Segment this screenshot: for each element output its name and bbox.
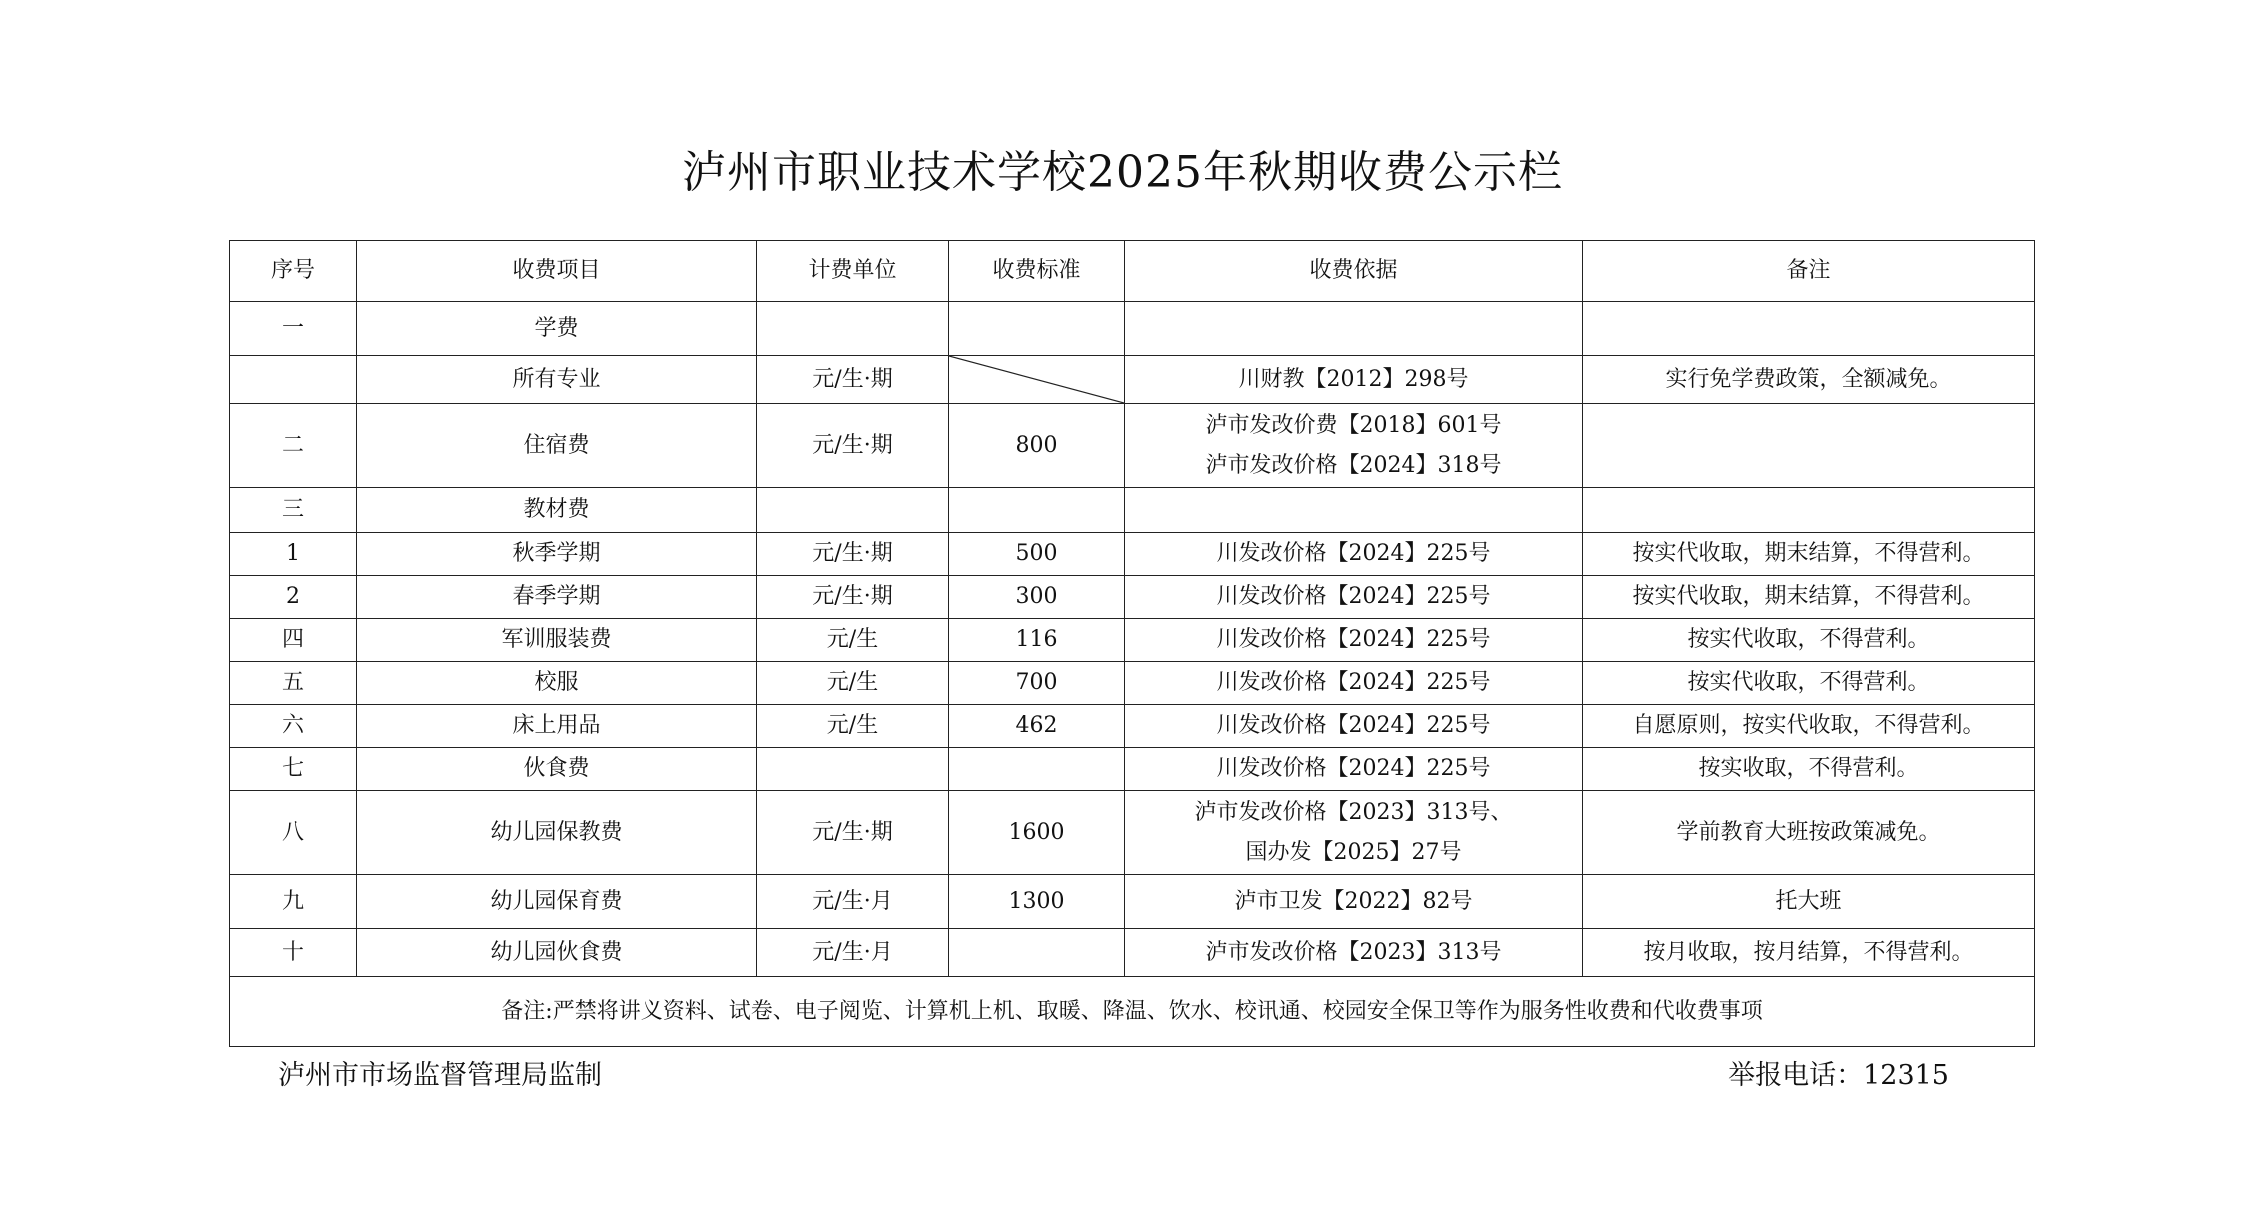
diagonal-slash [949,356,1124,403]
row-basis [1125,356,1583,404]
row-unit: 元/生·月 [757,929,949,977]
row-no: 八 [230,791,357,875]
row-standard: 1300 [949,875,1125,929]
row-standard: 800 [949,404,1125,488]
basis-line: 国办发【2025】27号 [1245,839,1462,865]
row-unit: 元/生·期 [757,404,949,488]
row-item: 床上用品 [357,705,757,748]
row-item: 幼儿园保育费 [357,875,757,929]
header-no: 序号 [230,241,357,302]
basis-line: 泸市卫发【2022】82号 [1234,888,1473,914]
row-item: 春季学期 [357,576,757,619]
row-basis [1125,748,1583,791]
table-row [230,875,2035,929]
row-unit: 元/生·月 [757,875,949,929]
row-standard: 500 [949,533,1125,576]
row-remark: 按实代收取，不得营利。 [1583,662,2035,705]
fee-table [229,240,2035,1047]
row-no: 四 [230,619,357,662]
row-item: 教材费 [357,488,757,533]
row-unit: 元/生 [757,619,949,662]
basis-line: 泸市发改价格【2023】313号、 [1194,799,1513,825]
row-remark: 实行免学费政策，全额减免。 [1583,356,2035,404]
note-text: 备注:严禁将讲义资料、试卷、电子阅览、计算机上机、取暖、降温、饮水、校讯通、校园安全保卫等作为服务性收费和代收费事项 [230,977,2035,1047]
row-remark: 按实代收取，不得营利。 [1583,619,2035,662]
row-unit: 元/生·期 [757,533,949,576]
basis-line: 川发改价格【2024】225号 [1216,713,1491,738]
table-header-row [230,241,2035,302]
row-basis [1125,791,1583,875]
header-standard: 收费标准 [949,241,1125,302]
row-item: 所有专业 [357,356,757,404]
row-unit: 元/生·期 [757,791,949,875]
row-basis [1125,619,1583,662]
row-standard [949,488,1125,533]
table-row [230,404,2035,488]
basis-line: 川发改价格【2024】225号 [1216,670,1491,695]
row-no [230,356,357,404]
row-unit [757,488,949,533]
row-unit: 元/生·期 [757,576,949,619]
row-no: 九 [230,875,357,929]
header-basis: 收费依据 [1125,241,1583,302]
row-no: 1 [230,533,357,576]
row-no: 三 [230,488,357,533]
row-standard: 116 [949,619,1125,662]
row-unit: 元/生·期 [757,356,949,404]
table-row [230,748,2035,791]
row-remark: 按实代收取，期末结算，不得营利。 [1583,576,2035,619]
basis-line: 泸市发改价格【2024】318号 [1205,452,1502,478]
row-remark: 学前教育大班按政策减免。 [1583,791,2035,875]
table-row [230,533,2035,576]
row-remark: 自愿原则，按实代收取，不得营利。 [1583,705,2035,748]
row-basis [1125,302,1583,356]
row-basis [1125,662,1583,705]
row-item: 幼儿园保教费 [357,791,757,875]
row-no: 2 [230,576,357,619]
row-unit [757,302,949,356]
row-basis [1125,488,1583,533]
table-row [230,619,2035,662]
row-standard [949,748,1125,791]
basis-line: 泸市发改价格【2023】313号 [1205,939,1502,965]
row-item: 校服 [357,662,757,705]
table-row [230,356,2035,404]
row-item: 幼儿园伙食费 [357,929,757,977]
row-unit: 元/生 [757,662,949,705]
row-no: 五 [230,662,357,705]
row-remark [1583,302,2035,356]
table-row [230,929,2035,977]
row-unit [757,748,949,791]
supervisor-text: 泸州市市场监督管理局监制 [278,1060,602,1091]
row-standard: 700 [949,662,1125,705]
row-item: 军训服装费 [357,619,757,662]
table-row [230,488,2035,533]
row-item: 秋季学期 [357,533,757,576]
row-item: 学费 [357,302,757,356]
row-unit: 元/生 [757,705,949,748]
basis-line: 川发改价格【2024】225号 [1216,627,1491,652]
row-no: 十 [230,929,357,977]
row-basis [1125,705,1583,748]
row-basis [1125,875,1583,929]
basis-line: 川财教【2012】298号 [1238,366,1469,392]
note-row [230,977,2035,1047]
row-basis [1125,576,1583,619]
table-row [230,662,2035,705]
header-item: 收费项目 [357,241,757,302]
row-remark [1583,488,2035,533]
row-standard: 300 [949,576,1125,619]
row-remark: 按实收取，不得营利。 [1583,748,2035,791]
row-no: 二 [230,404,357,488]
row-standard [949,356,1125,404]
page-title: 泸州市职业技术学校2025年秋期收费公示栏 [682,147,1563,198]
row-basis [1125,929,1583,977]
basis-line: 川发改价格【2024】225号 [1216,584,1491,609]
basis-line: 川发改价格【2024】225号 [1216,541,1491,566]
row-remark [1583,404,2035,488]
row-standard: 1600 [949,791,1125,875]
row-basis [1125,404,1583,488]
row-remark: 托大班 [1583,875,2035,929]
table-row [230,705,2035,748]
row-item: 伙食费 [357,748,757,791]
table-row [230,302,2035,356]
row-standard [949,929,1125,977]
row-no: 六 [230,705,357,748]
row-standard [949,302,1125,356]
table-row [230,576,2035,619]
row-remark: 按月收取，按月结算，不得营利。 [1583,929,2035,977]
hotline-text: 举报电话：12315 [1728,1060,1949,1091]
row-remark: 按实代收取，期末结算，不得营利。 [1583,533,2035,576]
row-standard: 462 [949,705,1125,748]
basis-line: 川发改价格【2024】225号 [1216,756,1491,781]
row-no: 一 [230,302,357,356]
basis-line: 泸市发改价费【2018】601号 [1205,412,1502,438]
table-row [230,791,2035,875]
header-unit: 计费单位 [757,241,949,302]
row-item: 住宿费 [357,404,757,488]
row-no: 七 [230,748,357,791]
header-remark: 备注 [1583,241,2035,302]
row-basis [1125,533,1583,576]
